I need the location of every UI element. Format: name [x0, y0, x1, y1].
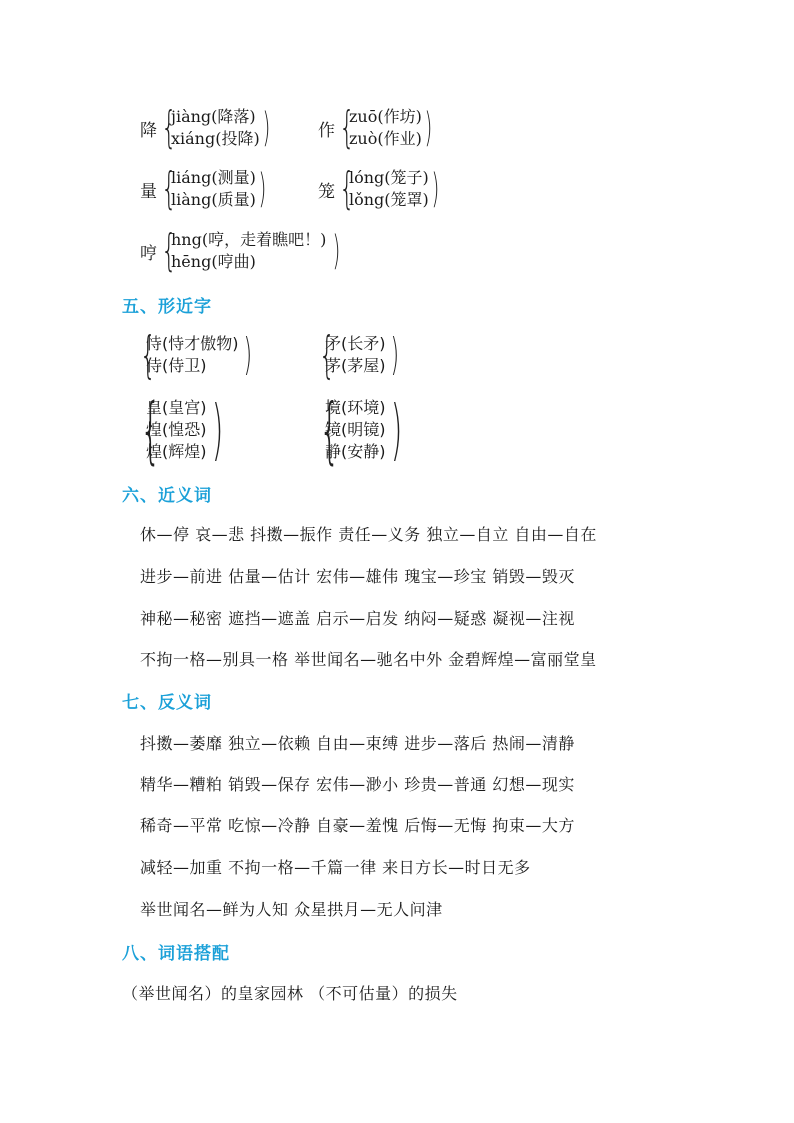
synonym-line: 神秘—秘密 遮挡—遮盖 启示—启发 纳闷—疑惑 凝视—注视	[140, 609, 575, 628]
similar-form-item: 境(环境)	[325, 398, 386, 417]
similar-form-item: 皇(皇宫)	[146, 398, 207, 417]
left-brace: {	[319, 388, 340, 472]
right-paren: )	[390, 329, 399, 380]
synonym-line: 休—停 哀—悲 抖擞—振作 责任—义务 独立—自立 自由—自在	[140, 525, 597, 544]
antonym-line: 稀奇—平常 吃惊—冷静 自豪—羞愧 后悔—无悔 拘束—大方	[140, 816, 575, 835]
polyphone-reading: zuò(作业)	[349, 129, 422, 148]
antonym-line: 抖擞—萎靡 独立—依赖 自由—束缚 进步—落后 热闹—清静	[140, 734, 575, 753]
right-paren: )	[211, 391, 223, 468]
section-heading-collocation: 八、词语搭配	[122, 944, 230, 964]
polyphone-group	[318, 103, 432, 153]
antonym-line: 精华—糟粕 销毁—保存 宏伟—渺小 珍贵—普通 幻想—现实	[140, 775, 575, 794]
polyphone-group	[318, 164, 439, 214]
left-brace: {	[319, 326, 335, 384]
similar-form-item: 煌(辉煌)	[146, 442, 207, 461]
polyphone-reading: jiàng(降落)	[171, 107, 256, 126]
similar-form-item: 茅(茅屋)	[325, 356, 386, 375]
similar-form-item: 侍(侍卫)	[146, 356, 207, 375]
left-brace: {	[140, 326, 156, 384]
polyphone-group	[140, 226, 340, 276]
left-brace: {	[339, 102, 355, 153]
polyphone-reading: liáng(测量)	[171, 168, 256, 187]
polyphone-char: 笼	[318, 181, 335, 202]
synonym-line: 进步—前进 估量—估计 宏伟—雄伟 瑰宝—珍宝 销毁—毁灭	[140, 567, 575, 586]
polyphone-reading: xiáng(投降)	[171, 129, 260, 148]
similar-form-item: 静(安静)	[325, 442, 386, 461]
polyphone-reading: zuō(作坊)	[349, 107, 422, 126]
section-heading-antonyms: 七、反义词	[122, 693, 212, 713]
polyphone-reading: lóng(笼子)	[349, 168, 429, 187]
antonym-line: 举世闻名—鲜为人知 众星拱月—无人问津	[140, 900, 443, 919]
polyphone-reading: liàng(质量)	[171, 190, 256, 209]
right-paren: )	[424, 105, 433, 151]
similar-form-item: 恃(恃才傲物)	[146, 334, 239, 353]
collocation-line: （举世闻名）的皇家园林 （不可估量）的损失	[122, 984, 458, 1003]
similar-form-group	[138, 326, 252, 384]
left-brace: {	[140, 388, 161, 472]
polyphone-group	[140, 103, 270, 153]
polyphone-reading: hēng(哼曲)	[171, 252, 256, 271]
left-brace: {	[161, 102, 177, 153]
similar-form-group	[317, 326, 399, 384]
right-paren: )	[390, 391, 402, 468]
left-brace: {	[161, 163, 177, 214]
similar-form-item: 矛(长矛)	[325, 334, 386, 353]
similar-form-item: 镜(明镜)	[325, 420, 386, 439]
polyphone-char: 量	[140, 181, 157, 202]
polyphone-reading: hng(哼，走着瞧吧！)	[171, 230, 327, 249]
section-heading-similar-forms: 五、形近字	[122, 297, 212, 317]
polyphone-char: 作	[318, 120, 335, 141]
right-paren: )	[431, 166, 440, 212]
similar-form-item: 惶(惶恐)	[146, 420, 207, 439]
right-paren: )	[332, 228, 341, 274]
left-brace: {	[339, 163, 355, 214]
polyphone-char: 哼	[140, 243, 157, 264]
polyphone-group	[140, 164, 266, 214]
right-paren: )	[258, 166, 267, 212]
left-brace: {	[161, 225, 177, 276]
polyphone-reading: lǒng(笼罩)	[349, 190, 429, 209]
section-heading-synonyms: 六、近义词	[122, 486, 212, 506]
polyphone-char: 降	[140, 120, 157, 141]
right-paren: )	[243, 329, 252, 380]
similar-form-group	[317, 388, 402, 472]
similar-form-group	[138, 388, 223, 472]
synonym-line: 不拘一格—别具一格 举世闻名—驰名中外 金碧辉煌—富丽堂皇	[140, 650, 597, 669]
antonym-line: 减轻—加重 不拘一格—千篇一律 来日方长—时日无多	[140, 858, 531, 877]
right-paren: )	[262, 105, 271, 151]
